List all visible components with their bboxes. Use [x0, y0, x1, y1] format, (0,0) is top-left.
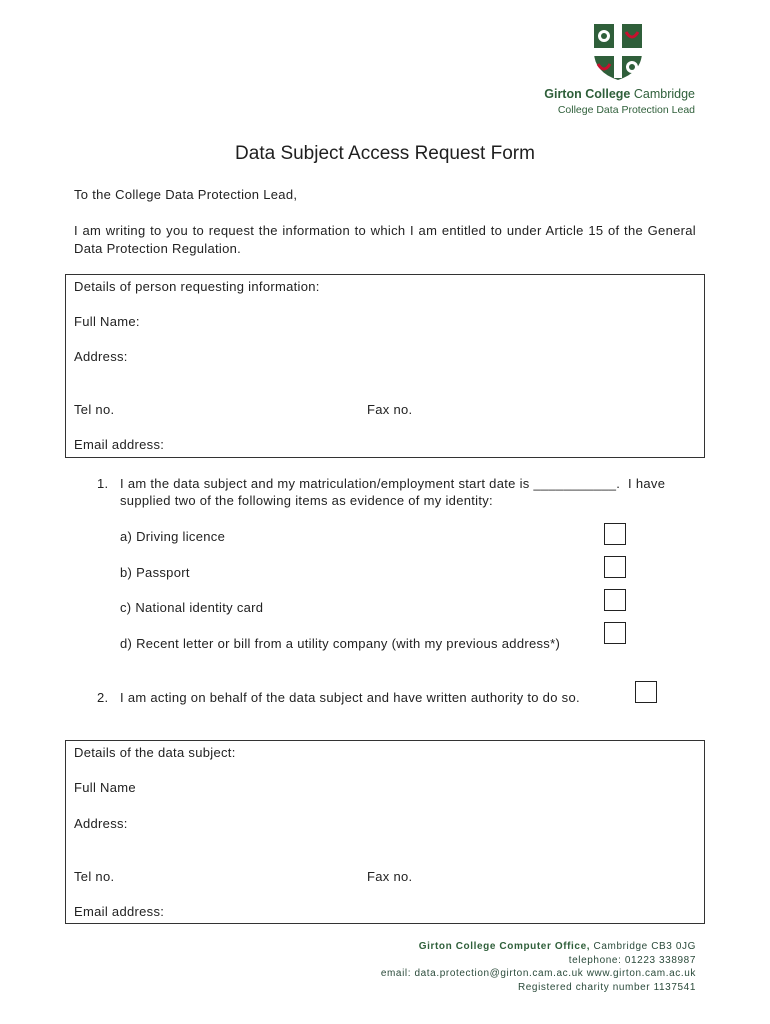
college-crest-icon — [592, 22, 644, 82]
requester-heading: Details of person requesting information: — [74, 279, 320, 294]
option-driving-licence: a) Driving licence — [120, 529, 226, 544]
checkbox-passport[interactable] — [604, 556, 626, 578]
checkbox-driving-licence[interactable] — [604, 523, 626, 545]
footer-telephone: telephone: 01223 338987 — [568, 954, 696, 966]
checkbox-utility-bill[interactable] — [604, 622, 626, 644]
subject-heading: Details of the data subject: — [74, 745, 236, 760]
college-subtitle: College Data Protection Lead — [557, 104, 695, 116]
requester-address-field[interactable]: Address: — [74, 349, 128, 364]
requester-full-name-field[interactable]: Full Name: — [74, 314, 140, 329]
footer — [381, 940, 696, 994]
subject-tel-field[interactable]: Tel no. — [74, 869, 115, 884]
subject-full-name-field[interactable]: Full Name — [74, 780, 136, 795]
subject-address-field[interactable]: Address: — [74, 816, 128, 831]
subject-fax-field[interactable]: Fax no. — [367, 869, 413, 884]
requester-details-box — [65, 274, 705, 458]
page-title: Data Subject Access Request Form — [235, 143, 535, 164]
footer-email-web: email: data.protection@girton.cam.ac.uk www.girton.cam.ac.uk — [380, 968, 696, 979]
college-name: Girton College — [544, 87, 631, 101]
salutation: To the College Data Protection Lead, — [74, 187, 298, 202]
footer-office: Girton College Computer Office, — [418, 941, 591, 952]
data-subject-details-box — [65, 740, 705, 924]
requester-tel-field[interactable]: Tel no. — [74, 402, 115, 417]
option-passport: b) Passport — [120, 565, 190, 580]
requester-email-field[interactable]: Email address: — [74, 437, 165, 452]
item1-text-line2: supplied two of the following items as evidence of my identity: — [120, 493, 493, 508]
item1-text-line1: I am the data subject and my matriculation/employment start date is ___________. I have — [120, 476, 666, 491]
option-national-id: c) National identity card — [120, 600, 264, 615]
subject-email-field[interactable]: Email address: — [74, 904, 165, 919]
checkbox-acting-on-behalf[interactable] — [635, 681, 657, 703]
requester-fax-field[interactable]: Fax no. — [367, 402, 413, 417]
footer-address: Cambridge CB3 0JG — [593, 941, 696, 952]
item2-number: 2. — [97, 690, 109, 705]
item2-text: I am acting on behalf of the data subject and have written authority to do so. — [120, 690, 580, 705]
intro-paragraph: I am writing to you to request the information to which I am entitled to under Article 15 of the General Data Protection Regulation. — [74, 223, 696, 256]
option-utility-bill: d) Recent letter or bill from a utility company (with my previous address*) — [120, 636, 561, 651]
checkbox-national-id[interactable] — [604, 589, 626, 611]
college-branding — [544, 86, 695, 118]
item1-number: 1. — [97, 476, 109, 491]
footer-charity: Registered charity number 1137541 — [517, 981, 696, 993]
college-city: Cambridge — [633, 87, 695, 101]
